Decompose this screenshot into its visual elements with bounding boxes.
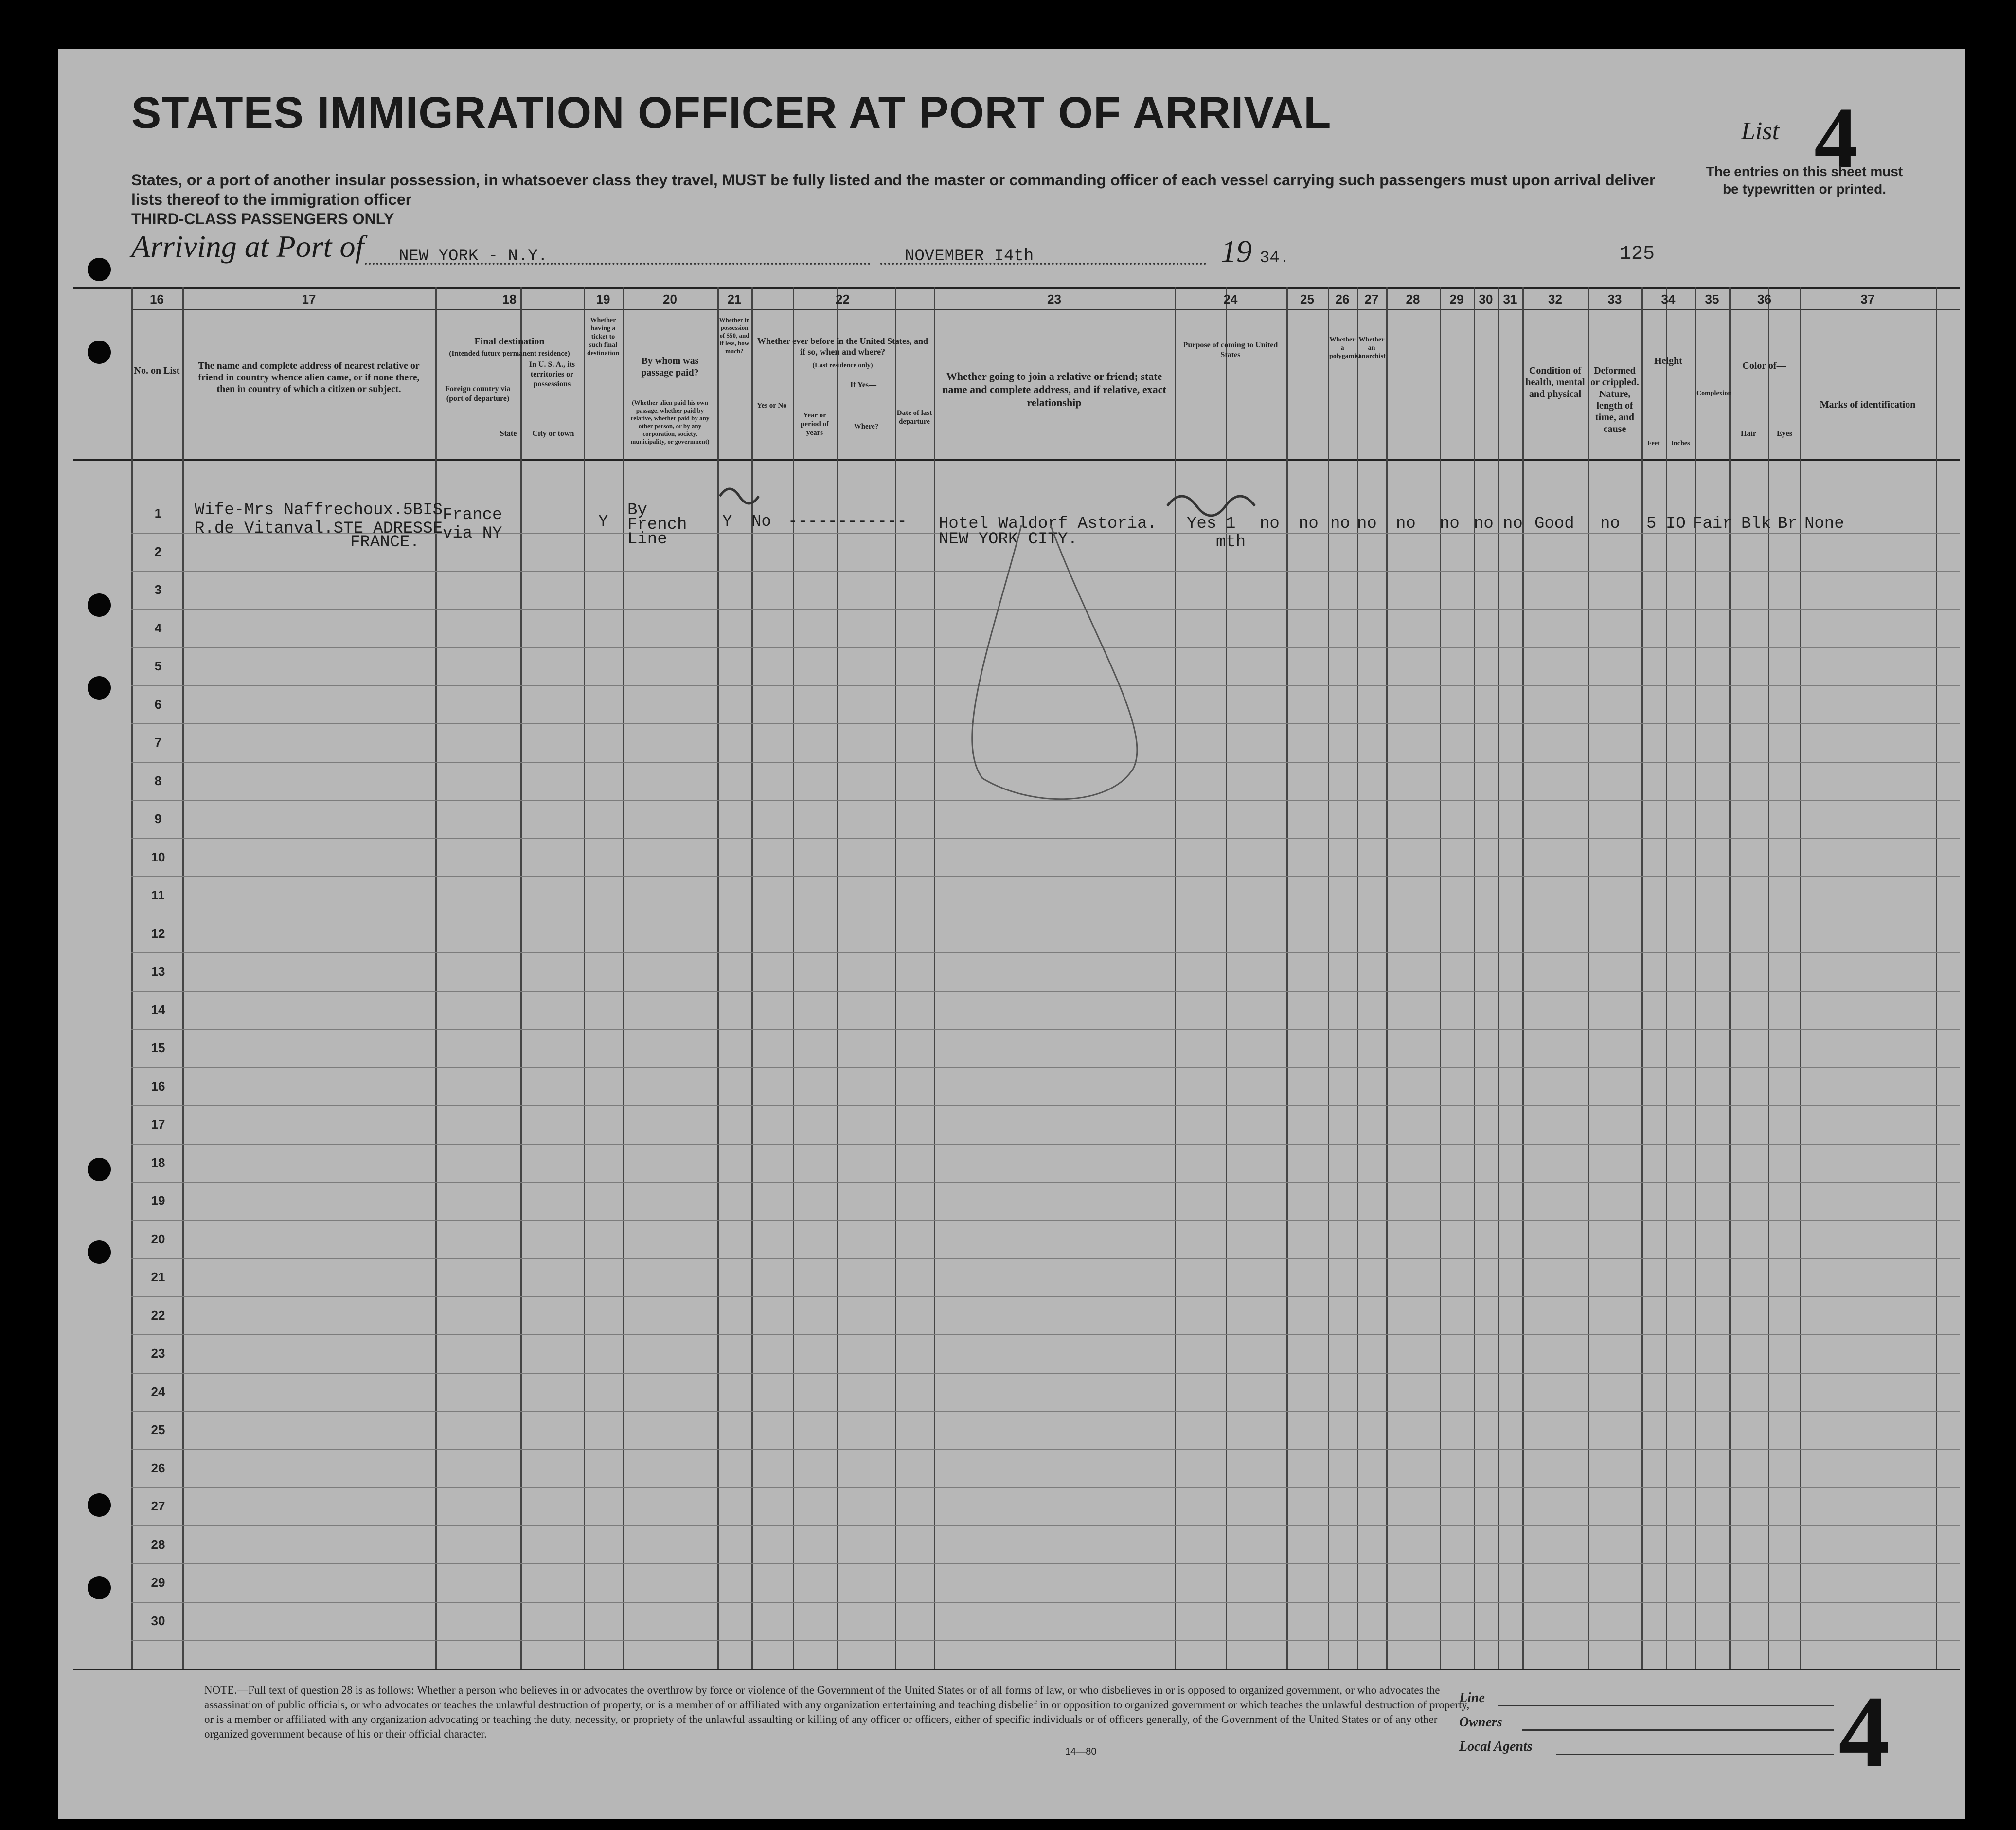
column-line [1641,287,1643,1669]
row-line [131,838,1960,839]
column-line [1800,287,1801,1669]
where-head: Where? [854,423,879,431]
column-number: 25 [1300,292,1314,306]
column-head-join: Whether going to join a relative or friend; state name and complete address, and if relative, exact relationship [942,370,1166,409]
row-line [131,1563,1960,1564]
column-number: 29 [1449,292,1464,306]
column-line [1729,287,1731,1669]
row-line [131,1449,1960,1450]
paid-line-2: French [627,516,687,534]
relative-line-2: R.de Vitanval.STE ADRESSE [195,520,443,538]
row-line [131,1182,1960,1183]
row-number: 11 [151,888,165,902]
length-line-2: mth [1216,533,1246,552]
row-line [131,991,1960,992]
footer-rule [73,1669,1960,1670]
row-number: 25 [151,1422,165,1437]
row-line [131,1144,1960,1145]
column-number: 26 [1335,292,1350,306]
col30-value: no [1474,515,1494,533]
col27b-value: no [1357,515,1377,533]
row-line [131,1411,1960,1412]
last-departure-head: Date of last departure [896,409,932,426]
pencil-annotations [681,467,1362,817]
row-number: 2 [154,544,162,559]
column-line [1498,287,1499,1669]
owners-signature-line [1522,1729,1834,1731]
row-number: 20 [151,1231,165,1246]
port-value: NEW YORK - N.Y. [399,247,548,266]
if-yes-head: If Yes— [850,381,877,389]
column-number: 35 [1705,292,1719,306]
column-number: 36 [1757,292,1771,306]
row-line [131,1067,1960,1068]
length-line-1: 1 [1226,515,1236,533]
binder-hole [88,676,111,700]
column-line [435,287,437,1669]
final-dest-note: (Intended future permanent residence) [449,350,570,358]
row-line [131,876,1960,877]
column-line [520,287,522,1669]
column-head-anarchist: Whether an anarchist [1358,336,1386,360]
row-number: 5 [154,659,162,673]
form-number: 14—80 [1065,1746,1097,1757]
before-dash: ------------ [788,513,907,531]
row-line [131,952,1960,953]
paid-line-1: By [627,501,647,520]
column-head-health: Condition of health, mental and physical [1525,365,1585,399]
header-rule [131,309,1960,310]
column-line [1768,287,1769,1669]
column-line [584,287,585,1669]
col25-value: no [1260,515,1280,533]
line-signature-line [1498,1705,1834,1706]
marks-value: None [1804,515,1844,533]
binder-hole [88,593,111,617]
yes-no-head: Yes or No [757,402,787,410]
eyes-value: Br [1778,515,1798,533]
row-number: 9 [154,811,162,826]
column-line [131,287,133,1669]
passage-note: (Whether alien paid his own passage, whether paid by relative, whether paid by any other person, or by any corporation, society, municipality, or government) [630,399,710,445]
column-line [1936,287,1937,1669]
column-number: 23 [1047,292,1061,306]
col28-value: no [1396,515,1416,533]
row-line [131,1029,1960,1030]
row-number: 29 [151,1575,165,1590]
column-line [623,287,624,1669]
column-head-passage: By whom was passage paid? [641,356,699,378]
row-number: 26 [151,1460,165,1475]
row-number: 1 [154,506,162,520]
row-line [131,1487,1960,1488]
residence-note: (Last residence only) [812,362,873,369]
money-value: Y [722,513,732,531]
row-number: 24 [151,1384,165,1399]
feet-head: Feet [1647,440,1660,447]
agents-signature-line [1556,1754,1834,1755]
row-number: 18 [151,1155,165,1170]
column-head-marks: Marks of identification [1820,399,1916,410]
column-head-ticket: Whether having a ticket to such final destination [587,317,620,357]
purpose-value: Yes [1187,515,1217,533]
column-number: 30 [1479,292,1493,306]
column-head-deformed: Deformed or crippled. Nature, length of time, and cause [1590,365,1639,434]
column-number: 34 [1661,292,1676,306]
column-number: 17 [302,292,316,306]
row-number: 14 [151,1002,165,1017]
row-line [131,1296,1960,1297]
complexion-value: Fair [1693,515,1732,533]
form-instructions [131,170,1688,229]
column-line [1695,287,1696,1669]
row-number: 13 [151,964,165,979]
column-head-before: Whether ever before in the United States, and if so, when and where? [757,336,928,357]
column-head-complexion: Complexion [1696,390,1732,397]
row-number: 21 [151,1270,165,1284]
owners-label: Owners [1459,1715,1502,1730]
col29-value: no [1440,515,1460,533]
column-line [1440,287,1441,1669]
form-title: STATES IMMIGRATION OFFICER AT PORT OF ARRIVAL [131,88,1332,138]
row-number: 6 [154,697,162,712]
row-number: 10 [151,849,165,864]
paid-line-3: Line [627,530,667,549]
list-note: The entries on this sheet must be typewritten or printed. [1706,164,1903,197]
sheet-number: 125 [1620,243,1655,265]
year-prefix: 19 [1221,234,1252,269]
column-head-no: No. on List [134,365,180,376]
row-number: 23 [151,1346,165,1361]
relative-line-1: Wife-Mrs Naffrechoux.5BIS [195,501,443,520]
column-number: 18 [502,292,517,306]
col31-value: no [1503,515,1523,533]
column-number: 31 [1503,292,1517,306]
column-number: 21 [727,292,742,306]
deformed-value: no [1600,515,1620,533]
row-line [131,1373,1960,1374]
column-number: 33 [1607,292,1622,306]
inches-value: IO [1666,515,1686,533]
line-label: Line [1459,1690,1485,1705]
column-head-relative: The name and complete address of nearest relative or friend in country whence alien came, or if none there, then in country of which a citizen or subject. [198,360,420,395]
column-line [1522,287,1524,1669]
inches-head: Inches [1671,440,1690,447]
column-number: 28 [1406,292,1420,306]
destination-line-2: via NY [443,524,502,543]
binder-hole [88,1158,111,1181]
eyes-head: Eyes [1777,430,1792,438]
binder-hole [88,1240,111,1264]
in-usa-head: In U. S. A., its territories or possessions [529,360,575,388]
column-number: 22 [836,292,850,306]
row-number: 8 [154,773,162,788]
state-head: State [500,430,517,438]
agents-label: Local Agents [1459,1739,1533,1754]
hair-head: Hair [1741,430,1756,438]
row-number: 4 [154,620,162,635]
column-number: 24 [1223,292,1238,306]
column-number: 20 [663,292,677,306]
column-head-height: Height [1654,356,1682,366]
footer-note: NOTE.—Full text of question 28 is as follows: Whether a person who believes in or advocates the overthrow by force or violence of the Government of the United States or of all forms of law, or who disbelieves in or is opposed to organized government, or who advocates the assassination of public officials, or who advocates or teaches the unlawful destruction of property, or is a member of or affiliated with any organization entertaining and teaching disbelief in or opposition to organized government or which teaches the unlawful destruction of property, or is a member or affiliated with any organization advocating or teaching the duty, necessity, or propriety of the unlawful assaulting or killing of any officer or officers, either of specific individuals or of officers generally, of the Government of the United States or of any other organized government because of his or their official character. [204,1684,1470,1740]
feet-value: 5 [1646,515,1657,533]
column-number: 27 [1364,292,1379,306]
column-number: 37 [1860,292,1875,306]
arriving-label: Arriving at Port of [131,229,364,264]
row-number: 28 [151,1537,165,1552]
column-head-purpose: Purpose of coming to United States [1183,341,1278,359]
row-line [131,1640,1960,1641]
row-number: 30 [151,1613,165,1628]
years-head: Year or period of years [801,412,829,437]
row-number: 17 [151,1117,165,1131]
row-line [131,1220,1960,1221]
col27-value: no [1330,515,1350,533]
column-line [1588,287,1589,1669]
row-number: 12 [151,926,165,941]
destination-line-1: France [443,506,502,524]
row-line [131,1105,1960,1106]
row-line [131,1334,1960,1335]
row-number: 27 [151,1499,165,1513]
join-line-1: Hotel Waldorf Astoria. [939,515,1157,533]
before-value: No [751,513,771,531]
column-line [182,287,184,1669]
column-head-color: Color of— [1742,360,1786,371]
column-head-money: Whether in possession of $50, and if less, how much? [719,316,750,355]
list-label: List [1741,117,1780,145]
row-line [131,1602,1960,1603]
column-number: 16 [150,292,164,306]
binder-hole [88,258,111,281]
column-number: 19 [596,292,610,306]
date-value: NOVEMBER I4th [905,247,1034,266]
intro-line: States, or a port of another insular possession, in whatsoever class they travel, MUST be fully listed and the master or commanding officer of each vessel carrying such passengers must upon arrival deliver lists thereof to the immigration officer [131,171,1656,208]
city-head: City or town [532,430,574,438]
row-number: 19 [151,1193,165,1208]
row-line [131,1258,1960,1259]
binder-hole [88,1493,111,1517]
corner-list-number: 4 [1838,1675,1890,1788]
col26-value: no [1299,515,1319,533]
row-number: 3 [154,582,162,597]
row-line [131,1525,1960,1526]
column-head-final-destination: Final destination [474,336,545,347]
column-number: 32 [1548,292,1562,306]
hair-value: Blk [1741,515,1771,533]
row-number: 22 [151,1308,165,1323]
class-line: THIRD-CLASS PASSENGERS ONLY [131,210,394,228]
column-line [1386,287,1388,1669]
column-line [1666,287,1667,1669]
row-number: 15 [151,1041,165,1055]
relative-line-3: FRANCE. [350,533,420,552]
row-number: 16 [151,1078,165,1094]
year-suffix: 34. [1260,249,1290,268]
column-line [1474,287,1475,1669]
row-number: 7 [154,735,162,750]
binder-hole [88,1576,111,1599]
health-value: Good [1534,515,1574,533]
column-head-polygamist: Whether a polygamist [1329,336,1361,360]
foreign-country-head: Foreign country via (port of departure) [445,385,511,403]
ticket-value: Y [598,513,608,531]
list-number: 4 [1814,90,1858,186]
join-line-2: NEW YORK CITY. [939,530,1078,549]
